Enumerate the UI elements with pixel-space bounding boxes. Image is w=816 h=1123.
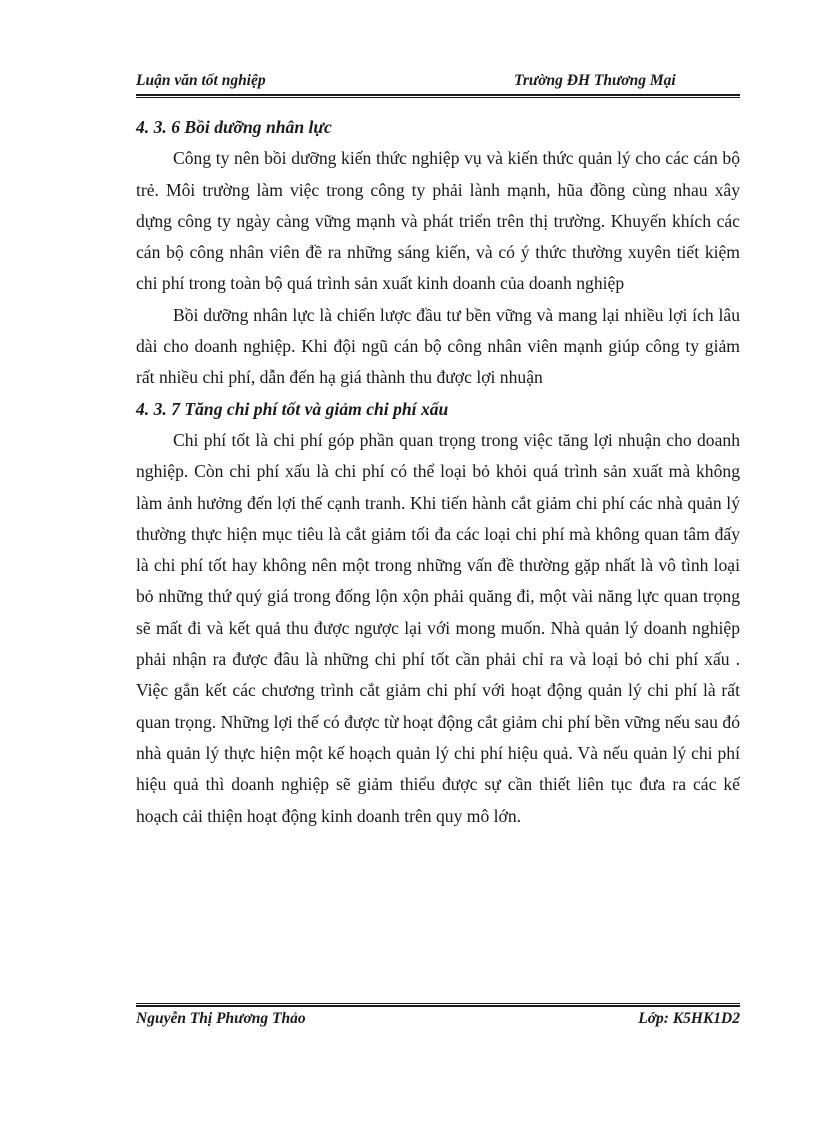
page-header	[136, 72, 740, 96]
header-thesis-label: Luận văn tốt nghiệp	[136, 72, 266, 89]
paragraph: Công ty nên bồi dưỡng kiến thức nghiệp vụ và kiến thức quản lý cho các cán bộ trẻ. Môi trường làm việc trong công ty phải lành mạnh, hũa đồng cùng nhau xây dựng công ty ngày càng vững mạnh và phát triển trên thị trường. Khuyến khích các cán bộ công nhân viên đề ra những sáng kiến, và có ý thức thường xuyên tiết kiệm chi phí trong toàn bộ quá trình sản xuất kinh doanh của doanh nghiệp	[136, 148, 740, 294]
footer-rule-thin	[136, 1003, 740, 1004]
footer-author-name: Nguyễn Thị Phương Thảo	[136, 1010, 306, 1027]
footer-class-label: Lớp: K5HK1D2	[638, 1010, 740, 1027]
section-heading-4-3-6: 4. 3. 6 Bồi dưỡng nhân lực	[136, 117, 332, 137]
paragraph: Bồi dưỡng nhân lực là chiến lược đầu tư bền vững và mang lại nhiều lợi ích lâu dài cho doanh nghiệp. Khi đội ngũ cán bộ công nhân viên mạnh giúp công ty giảm rất nhiều chi phí, dẫn đến hạ giá thành thu được lợi nhuận	[136, 304, 740, 388]
paragraph: Chi phí tốt là chi phí góp phần quan trọng trong việc tăng lợi nhuận cho doanh nghiệp. Còn chi phí xấu là chi phí có thể loại bỏ khỏi quá trình sản xuất mà không làm ảnh hưởng đến lợi thế cạnh tranh. Khi tiến hành cắt giảm chi phí các nhà quản lý thường thực hiện mục tiêu là cắt giảm tối đa các loại chi phí mà không quan tâm đấy là chi phí tốt hay không nên một trong những vấn đề thường gặp nhất là vô tình loại bỏ những thứ quý giá trong đống lộn xộn phải quăng đi, một vài năng lực quan trọng sẽ mất đi và kết quả thu được ngược lại với mong muốn. Nhà quản lý doanh nghiệp phải nhận ra được đâu là những chi phí tốt cần phải chỉ ra và loại bỏ chi phí xấu . Việc gắn kết các chương trình cắt giảm chi phí với hoạt động quản lý chi phí là rất quan trọng. Những lợi thế có được từ hoạt động cắt giảm chi phí bền vững nếu sau đó nhà quản lý thực hiện một kế hoạch quản lý chi phí hiệu quả. Và nếu quản lý chi phí hiệu quả thì doanh nghiệp sẽ giảm thiểu được sự cần thiết liên tục đưa ra các kế hoạch cải thiện hoạt động kinh doanh trên quy mô lớn.	[136, 429, 740, 826]
page-footer	[136, 1010, 740, 1034]
footer-rule-thick	[136, 1005, 740, 1007]
header-university-label: Trường ĐH Thương Mại	[514, 72, 676, 89]
header-rule-thick	[136, 94, 740, 96]
page-body	[136, 112, 740, 832]
header-rule-thin	[136, 97, 740, 98]
section-heading-4-3-7: 4. 3. 7 Tăng chi phí tốt và giảm chi phí xấu	[136, 398, 449, 419]
